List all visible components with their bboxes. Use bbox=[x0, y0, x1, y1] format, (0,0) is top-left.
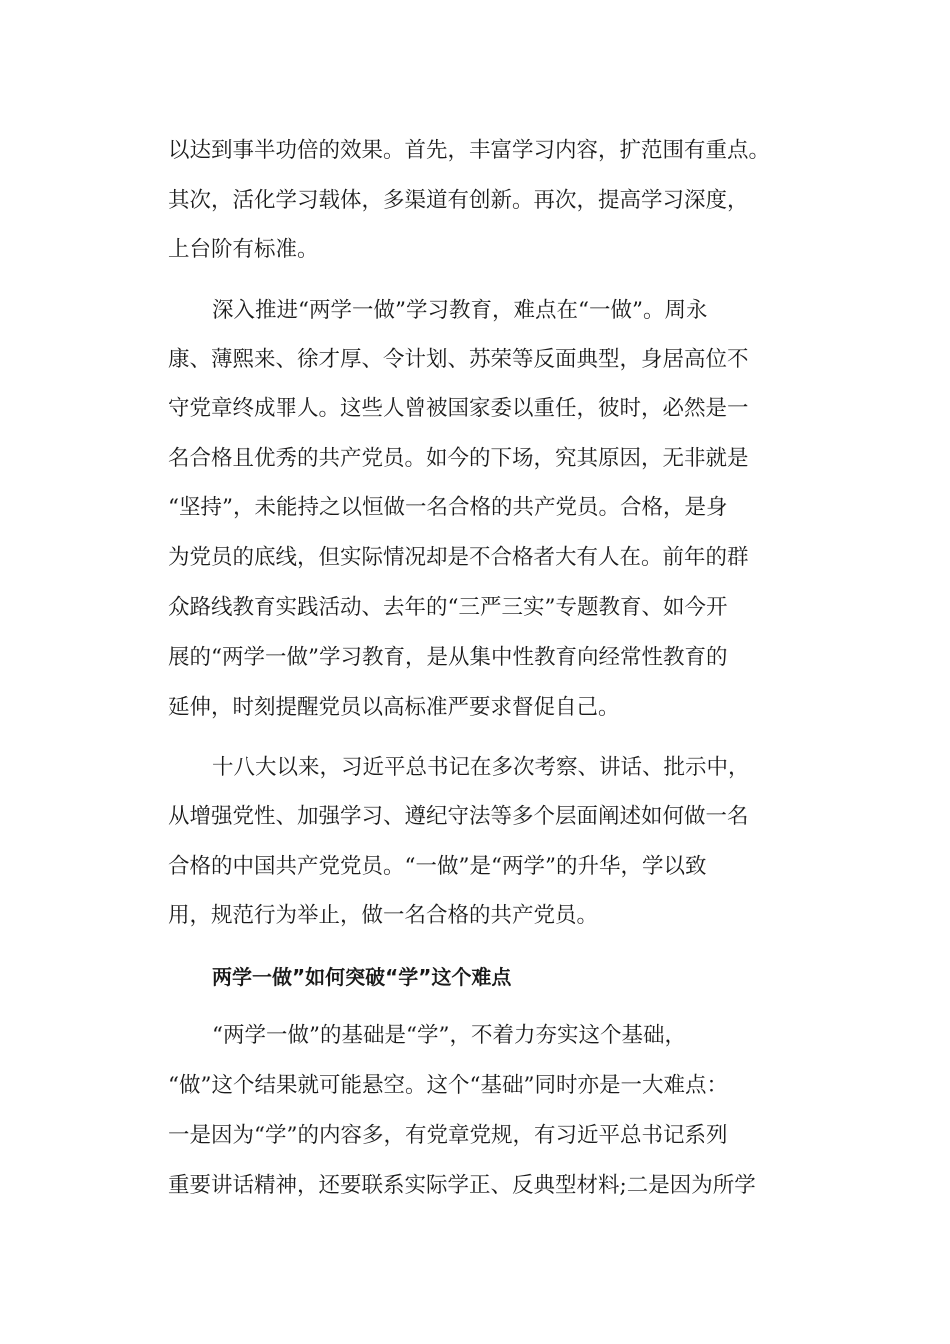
paragraph-2-line-4: 名合格且优秀的共产党员。如今的下场，究其原因，无非就是 bbox=[168, 446, 749, 471]
paragraph-2-line-9: 延伸，时刻提醒党员以高标准严要求督促自己。 bbox=[168, 695, 620, 720]
paragraph-4-line-2: “做”这个结果就可能悬空。这个“基础”同时亦是一大难点： bbox=[168, 1073, 728, 1098]
paragraph-1-line-3: 上台阶有标准。 bbox=[168, 237, 319, 262]
paragraph-3-line-3: 合格的中国共产党党员。“一做”是“两学”的升华，学以致 bbox=[168, 854, 707, 879]
paragraph-3-line-2: 从增强党性、加强学习、遵纪守法等多个层面阐述如何做一名 bbox=[168, 804, 749, 829]
paragraph-1-line-2: 其次，活化学习载体，多渠道有创新。再次，提高学习深度， bbox=[168, 188, 749, 213]
paragraph-3-line-4: 用，规范行为举止，做一名合格的共产党员。 bbox=[168, 903, 599, 928]
paragraph-3-line-1: 十八大以来，习近平总书记在多次考察、讲话、批示中， bbox=[212, 755, 750, 780]
section-heading: 两学一做”如何突破“学”这个难点 bbox=[212, 965, 512, 989]
paragraph-4-line-3: 一是因为“学”的内容多，有党章党规，有习近平总书记系列 bbox=[168, 1123, 728, 1148]
paragraph-2-line-6: 为党员的底线，但实际情况却是不合格者大有人在。前年的群 bbox=[168, 545, 749, 570]
paragraph-4-line-4: 重要讲话精神，还要联系实际学正、反典型材料;二是因为所学 bbox=[168, 1173, 756, 1198]
paragraph-2-line-5: “坚持”，未能持之以恒做一名合格的共产党员。合格，是身 bbox=[168, 495, 728, 520]
paragraph-2-line-7: 众路线教育实践活动、去年的“三严三实”专题教育、如今开 bbox=[168, 595, 728, 620]
paragraph-2-line-1: 深入推进“两学一做”学习教育，难点在“一做”。周永 bbox=[212, 298, 708, 323]
paragraph-4-line-1: “两学一做”的基础是“学”，不着力夯实这个基础， bbox=[212, 1023, 686, 1048]
paragraph-2-line-3: 守党章终成罪人。这些人曾被国家委以重任，彼时，必然是一 bbox=[168, 396, 749, 421]
paragraph-2-line-2: 康、薄熙来、徐才厚、令计划、苏荣等反面典型，身居高位不 bbox=[168, 347, 749, 372]
paragraph-1-line-1: 以达到事半功倍的效果。首先，丰富学习内容，扩范围有重点。 bbox=[168, 138, 771, 163]
paragraph-2-line-8: 展的“两学一做”学习教育，是从集中性教育向经常性教育的 bbox=[168, 645, 728, 670]
